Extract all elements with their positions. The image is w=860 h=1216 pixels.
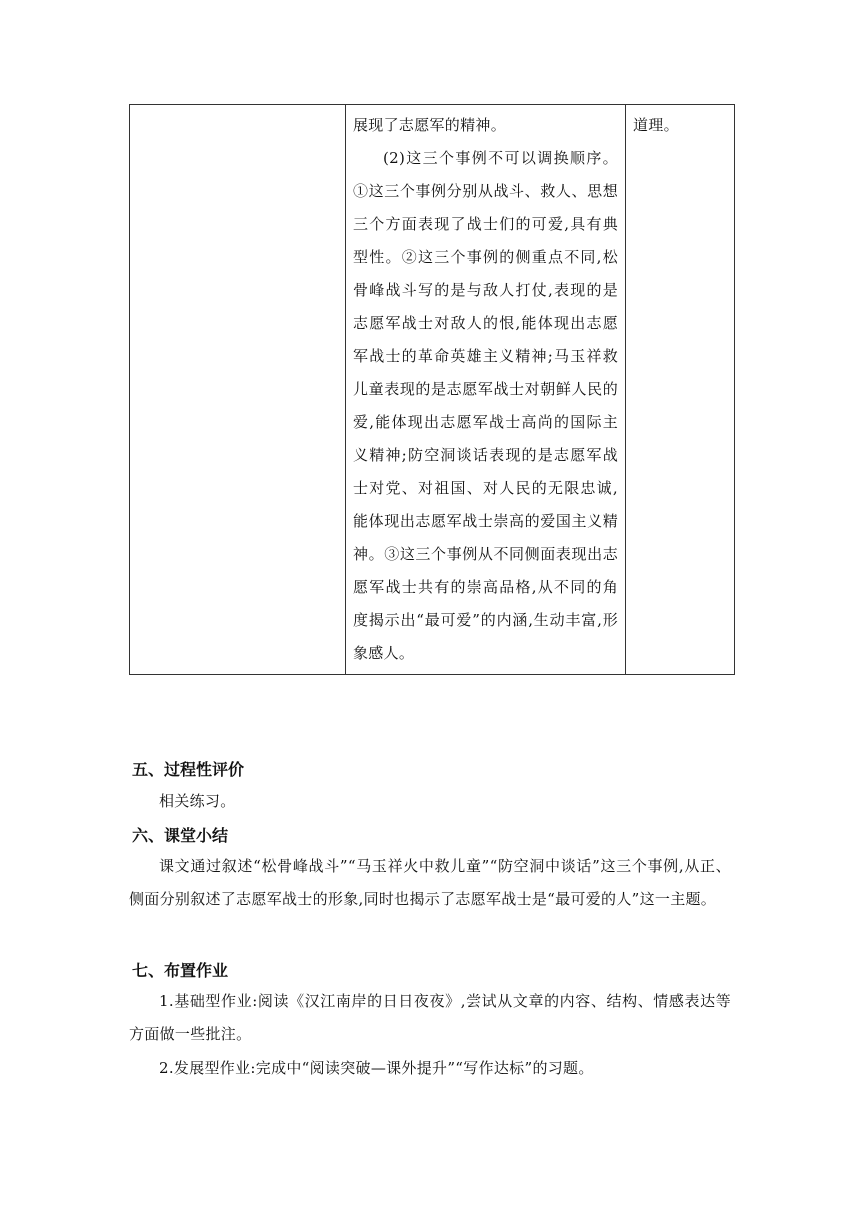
table-cell-content — [346, 105, 626, 675]
section-heading-homework: 七、布置作业 — [132, 961, 229, 980]
cell-paragraph: (2)这三个事例不可以调换顺序。①这三个事例分别从战斗、救人、思想三个方面表现了战士们的可爱,具有典型性。②这三个事例的侧重点不同,松骨峰战斗写的是与敌人打仗,表现的是志愿军战士对敌人的恨,能体现出志愿军战士的革命英雄主义精神;马玉祥救儿童表现的是志愿军战士对朝鲜人民的爱,能体现出志愿军战士高尚的国际主义精神;防空洞谈话表现的是志愿军战士对党、对祖国、对人民的无限忠诚,能体现出志愿军战士崇高的爱国主义精神。③这三个事例从不同侧面表现出志愿军战士共有的崇高品格,从不同的角度揭示出“最可爱”的内涵,生动丰富,形象感人。 — [353, 149, 618, 662]
table-cell-note — [626, 105, 735, 675]
section-heading-evaluation: 五、过程性评价 — [132, 760, 245, 779]
table-row — [130, 105, 735, 675]
section-text-summary: 课文通过叙述“松骨峰战斗”“马玉祥火中救儿童”“防空洞中谈话”这三个事例,从正、侧面分别叙述了志愿军战士的形象,同时也揭示了志愿军战士是“最可爱的人”这一主题。 — [129, 857, 731, 908]
table-cell-empty — [130, 105, 346, 675]
section-heading-summary: 六、课堂小结 — [132, 826, 229, 845]
cell-paragraph: 展现了志愿军的精神。 — [353, 116, 507, 134]
lesson-table — [129, 104, 735, 675]
homework-item-development: 2.发展型作业:完成中“阅读突破—课外提升”“写作达标”的习题。 — [159, 1059, 594, 1077]
homework-item-basic: 1.基础型作业:阅读《汉江南岸的日日夜夜》,尝试从文章的内容、结构、情感表达等方面做一些批注。 — [129, 992, 731, 1043]
section-text-evaluation: 相关练习。 — [159, 792, 236, 810]
cell-paragraph: 道理。 — [633, 116, 679, 134]
